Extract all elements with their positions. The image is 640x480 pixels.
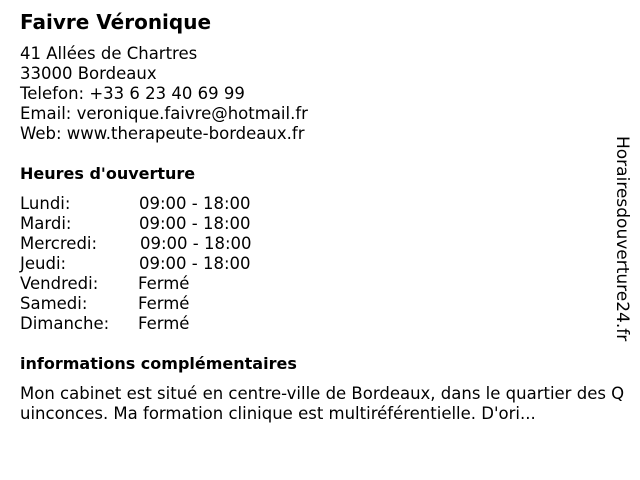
day-label: Vendredi: — [20, 274, 99, 293]
website: Web: www.therapeute-bordeaux.fr — [20, 124, 305, 143]
additional-info-heading: informations complémentaires — [20, 354, 297, 373]
day-label: Jeudi: — [20, 254, 67, 273]
email-address: Email: veronique.faivre@hotmail.fr — [20, 104, 308, 123]
time-value: 09:00 - 18:00 — [139, 254, 251, 273]
time-value: 09:00 - 18:00 — [140, 234, 252, 253]
time-value: Fermé — [138, 274, 190, 293]
day-label: Mardi: — [20, 214, 72, 233]
time-value: Fermé — [138, 314, 190, 333]
description-text: Mon cabinet est situé en centre-ville de Bordeaux, dans le quartier des Quinconces. Ma formation clinique est multiréférentielle. D'ori... — [20, 384, 625, 423]
street-address: 41 Allées de Chartres — [20, 44, 198, 63]
day-label: Dimanche: — [20, 314, 110, 333]
day-label: Lundi: — [20, 194, 71, 213]
time-value: 09:00 - 18:00 — [139, 214, 251, 233]
contact-block — [20, 44, 308, 144]
day-label: Samedi: — [20, 294, 88, 313]
city-postcode: 33000 Bordeaux — [20, 64, 157, 83]
phone-number: Telefon: +33 6 23 40 69 99 — [20, 84, 245, 103]
time-value: Fermé — [138, 294, 190, 313]
business-name: Faivre Véronique — [20, 10, 212, 34]
site-watermark: Horairesdouverture24.fr — [612, 136, 632, 342]
day-label: Mercredi: — [20, 234, 98, 253]
time-value: 09:00 - 18:00 — [139, 194, 251, 213]
opening-hours-heading: Heures d'ouverture — [20, 164, 196, 183]
